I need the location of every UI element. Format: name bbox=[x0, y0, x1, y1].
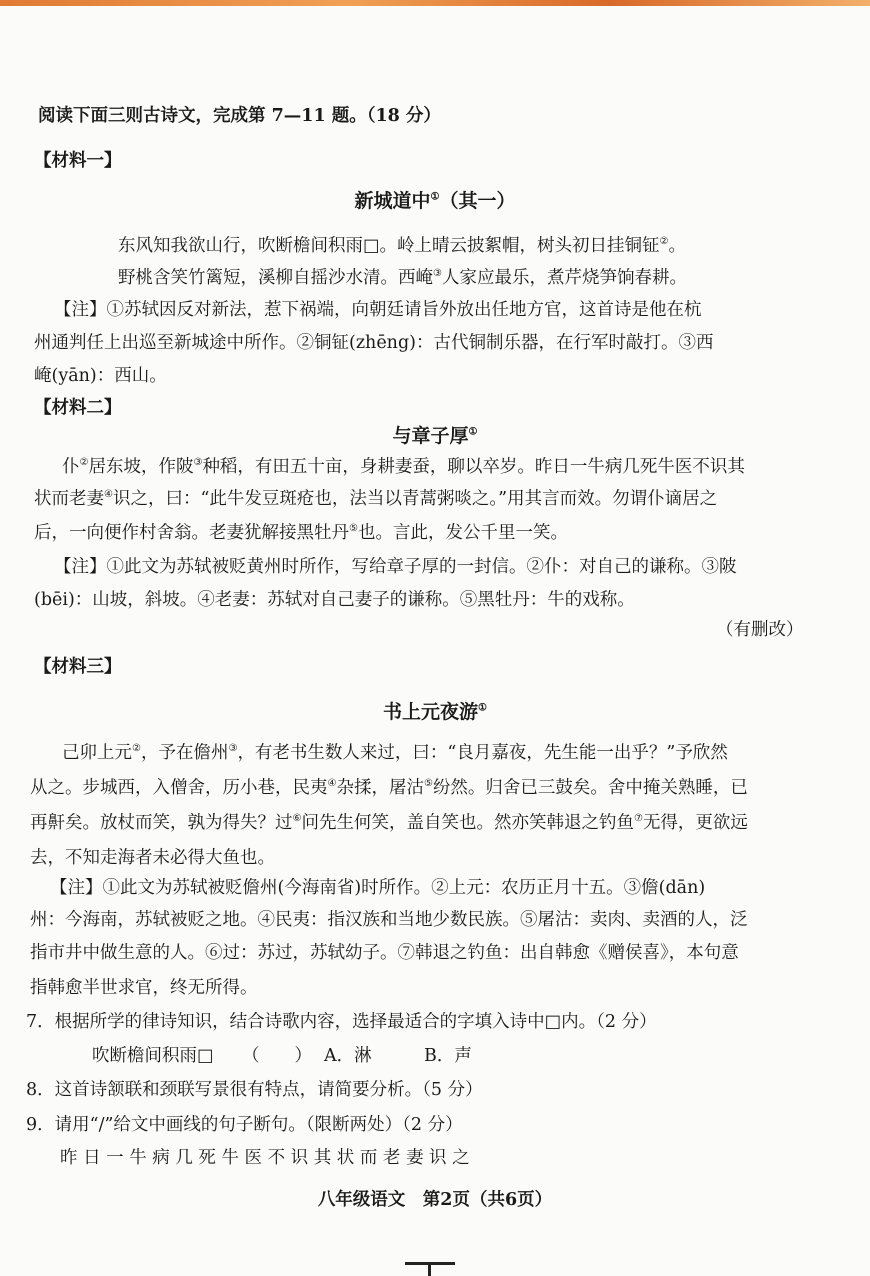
material2-line-2-a: 状而老妻 bbox=[34, 489, 104, 509]
binding-mark-stem bbox=[428, 1262, 431, 1276]
question-8: 8．这首诗颔联和颈联写景很有特点，请简要分析。（5 分） bbox=[26, 1080, 483, 1100]
material2-line-3-b: 也。言此，发公千里一笑。 bbox=[357, 523, 568, 543]
material3-line-1-footnote-1: ② bbox=[132, 743, 141, 755]
material2-line-1-footnote-1: ② bbox=[79, 457, 89, 469]
material3-line-2 bbox=[30, 776, 748, 800]
material3-line-2-c: 纷然。归舍已三鼓矣。舍中掩关熟睡，已 bbox=[432, 778, 748, 798]
material2-line-3 bbox=[34, 521, 568, 545]
poem-line-1-text: 东风知我欲山行，吹断檐间积雨□。岭上晴云披絮帽，树头初日挂铜钲 bbox=[118, 236, 660, 256]
poem-line-2 bbox=[118, 266, 687, 290]
question-7: 7．根据所学的律诗知识，结合诗歌内容，选择最适合的字填入诗中□内。（2 分） bbox=[26, 1012, 657, 1032]
material3-line-2-footnote-2: ⑤ bbox=[423, 778, 433, 790]
material3-line-1-b: ，予在儋州 bbox=[140, 743, 229, 763]
material3-note-line-4: 指韩愈半世求官，终无所得。 bbox=[30, 978, 258, 998]
material2-note-line-1: 【注】①此文为苏轼被贬黄州时所作，写给章子厚的一封信。②仆：对自己的谦称。③陂 bbox=[54, 557, 737, 577]
question-7-line: 吹断檐间积雨□ bbox=[92, 1046, 214, 1066]
material1-title-footnote: ① bbox=[430, 191, 440, 203]
instruction: 阅读下面三则古诗文，完成第 7—11 题。（18 分） bbox=[38, 106, 441, 126]
poem-line-1 bbox=[118, 234, 686, 258]
material3-line-3-footnote-1: ⑥ bbox=[292, 813, 302, 825]
source-note: （有删改） bbox=[716, 620, 804, 640]
material1-note-line-1: 【注】①苏轼因反对新法，惹下祸端，向朝廷请旨外放出任地方官，这首诗是他在杭 bbox=[54, 300, 702, 320]
material2-label: 【材料二】 bbox=[34, 398, 122, 418]
material3-note-line-3: 指市井中做生意的人。⑥过：苏过，苏轼幼子。⑦韩退之钓鱼：出自韩愈《赠侯喜》，本句意 bbox=[30, 943, 739, 963]
material2-line-3-a: 后，一向便作村舍翁。老妻犹解接黑牡丹 bbox=[34, 523, 349, 543]
question-7-answer-blank[interactable]: （ ） bbox=[242, 1046, 312, 1066]
material2-title bbox=[0, 424, 870, 448]
question-7-option-b[interactable]: B．声 bbox=[424, 1046, 472, 1066]
material3-line-1-c: ，有老书生数人来过，曰：“良月嘉夜，先生能一出乎？”予欣然 bbox=[237, 743, 728, 763]
material3-line-2-a: 从之。步城西，入僧舍，历小巷，民夷 bbox=[30, 778, 328, 798]
material3-title bbox=[0, 700, 870, 724]
material2-title-text: 与章子厚 bbox=[392, 425, 469, 447]
material1-label: 【材料一】 bbox=[34, 151, 122, 171]
question-9: 9．请用“/”给文中画线的句子断句。（限断两处）（2 分） bbox=[26, 1115, 463, 1135]
material1-note-line-3: 崦(yān)：西山。 bbox=[34, 366, 167, 386]
material3-line-4: 去，不知走海者未必得大鱼也。 bbox=[30, 848, 275, 868]
material3-title-text: 书上元夜游 bbox=[383, 701, 479, 723]
material3-line-3-footnote-2: ⑦ bbox=[633, 813, 643, 825]
material1-title-suffix: （其一） bbox=[439, 190, 516, 212]
material2-line-1 bbox=[62, 455, 745, 479]
page-footer: 八年级语文 第2页（共6页） bbox=[317, 1190, 553, 1210]
material3-line-2-footnote-1: ④ bbox=[327, 778, 337, 790]
material2-line-2 bbox=[34, 487, 717, 511]
material2-line-3-footnote: ⑤ bbox=[349, 523, 358, 535]
question-7-option-a[interactable]: A．淋 bbox=[324, 1046, 372, 1066]
material1-note-line-2: 州通判任上出巡至新城途中所作。②铜钲(zhēng)：古代铜制乐器，在行军时敲打。③西 bbox=[34, 333, 714, 353]
poem-line-2-footnote: ③ bbox=[433, 268, 442, 280]
material3-note-line-2: 州：今海南，苏轼被贬之地。④民夷：指汉族和当地少数民族。⑤屠沽：卖肉、卖酒的人，泛 bbox=[30, 910, 748, 930]
material3-title-footnote: ① bbox=[478, 702, 487, 714]
material3-line-2-b: 杂揉，屠沽 bbox=[336, 778, 424, 798]
material3-note-line-1: 【注】①此文为苏轼被贬儋州(今海南省)时所作。②上元：农历正月十五。③儋(dān) bbox=[50, 878, 706, 898]
material3-label: 【材料三】 bbox=[34, 657, 122, 677]
poem-line-2-text-a: 野桃含笑竹篱短，溪柳自摇沙水清。西崦 bbox=[118, 268, 433, 288]
material1-title-text: 新城道中 bbox=[354, 190, 431, 212]
poem-line-2-text-b: 人家应最乐，煮芹烧笋饷春耕。 bbox=[441, 268, 687, 288]
material3-line-1-a: 己卯上元 bbox=[62, 743, 132, 763]
poem-line-1-end: 。 bbox=[668, 236, 687, 256]
material3-line-1 bbox=[62, 741, 728, 765]
material3-line-3-c: 无得，更欲远 bbox=[642, 813, 748, 833]
material2-line-1-footnote-2: ③ bbox=[193, 457, 203, 469]
material2-title-footnote: ① bbox=[468, 426, 478, 438]
material2-line-1-b: 居东坡，作陂 bbox=[88, 457, 194, 477]
material1-title bbox=[0, 189, 870, 213]
material2-line-1-a: 仆 bbox=[62, 457, 80, 477]
material2-note-line-2: (bēi)：山坡，斜坡。④老妻：苏轼对自己妻子的谦称。⑤黑牡丹：牛的戏称。 bbox=[34, 590, 635, 610]
question-9-sentence[interactable]: 昨 日 一 牛 病 几 死 牛 医 不 识 其 状 而 老 妻 识 之 bbox=[60, 1148, 470, 1168]
material3-line-3-a: 再鼾矣。放杖而笑，孰为得失？过 bbox=[30, 813, 293, 833]
poem-line-1-footnote: ② bbox=[659, 236, 669, 248]
material3-line-3-b: 问先生何笑，盖自笑也。然亦笑韩退之钓鱼 bbox=[301, 813, 634, 833]
material3-line-1-footnote-2: ③ bbox=[228, 743, 238, 755]
material3-line-3 bbox=[30, 811, 748, 835]
material2-line-1-c: 种稻，有田五十亩，身耕妻蚕，聊以卒岁。昨日一牛病几死牛医不识其 bbox=[202, 457, 745, 477]
material2-line-2-footnote: ④ bbox=[104, 489, 113, 501]
material2-line-2-b: 识之，曰：“此牛发豆斑疮也，法当以青蒿粥啖之。”用其言而效。勿谓仆谪居之 bbox=[112, 489, 718, 509]
